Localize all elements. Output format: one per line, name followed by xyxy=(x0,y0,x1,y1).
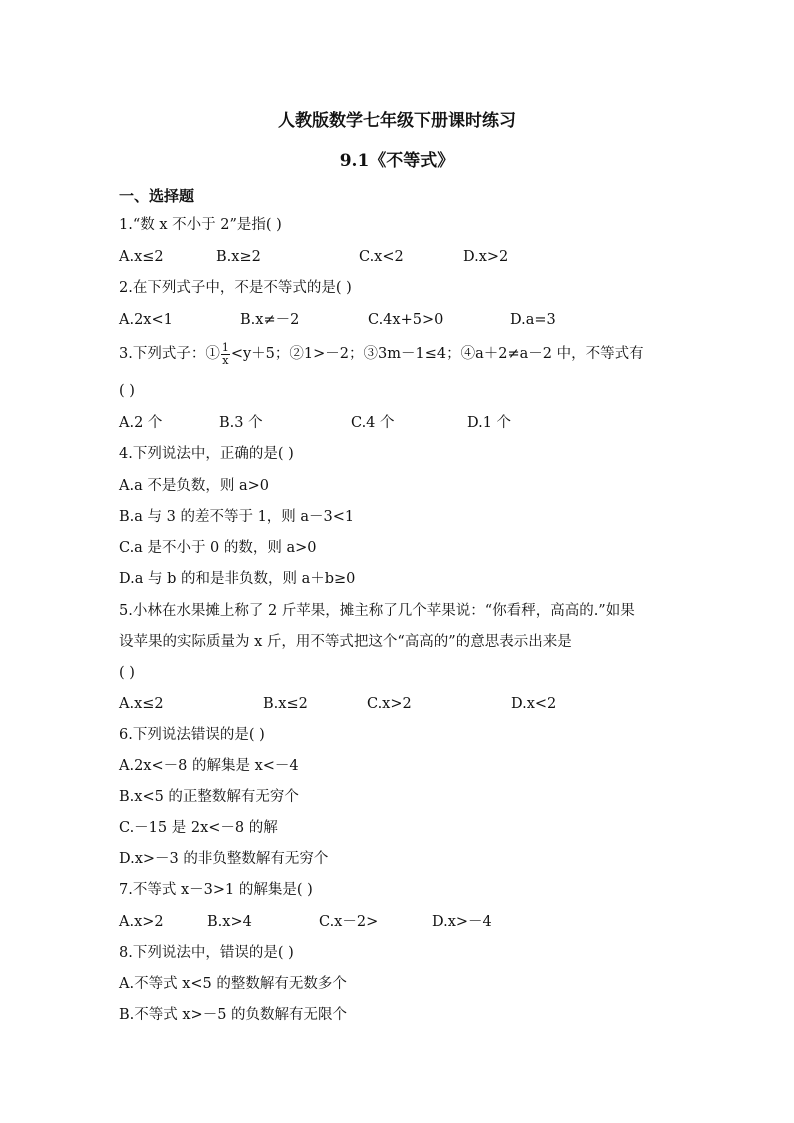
q3-option-a: A.2 个 xyxy=(119,415,163,431)
q7-stem: 7.不等式 x－3>1 的解集是( ) xyxy=(119,882,313,898)
q3-option-c: C.4 个 xyxy=(351,415,395,431)
q5-blank: ( ) xyxy=(119,665,135,681)
section-heading: 一、选择题 xyxy=(119,187,195,205)
q6-stem: 6.下列说法错误的是( ) xyxy=(119,727,265,743)
q5-line-1: 5.小林在水果摊上称了 2 斤苹果，摊主称了几个苹果说：“你看秤，高高的.”如果 xyxy=(119,603,635,619)
q2-option-c: C.4x+5>0 xyxy=(368,312,444,328)
q2-option-a: A.2x<1 xyxy=(119,312,173,328)
q3-rest: <y＋5；②1>－2；③3m－1≤4；④a＋2≠a－2 中，不等式有 xyxy=(230,346,644,362)
q1-option-a: A.x≤2 xyxy=(119,249,164,265)
q3-option-b: B.3 个 xyxy=(219,415,263,431)
q4-option-a: A.a 不是负数，则 a>0 xyxy=(119,478,269,494)
q1-option-b: B.x≥2 xyxy=(216,249,261,265)
q2-option-b: B.x≠－2 xyxy=(240,312,300,328)
q5-option-b: B.x≤2 xyxy=(263,696,308,712)
q5-option-d: D.x<2 xyxy=(511,696,557,712)
q8-option-b: B.不等式 x>－5 的负数解有无限个 xyxy=(119,1007,348,1023)
q8-option-a: A.不等式 x<5 的整数解有无数多个 xyxy=(119,976,347,992)
q8-stem: 8.下列说法中，错误的是( ) xyxy=(119,945,294,961)
q6-option-c: C.－15 是 2x<－8 的解 xyxy=(119,820,278,836)
q3-frac-denominator: x xyxy=(222,353,229,367)
q7-option-d: D.x>－4 xyxy=(432,914,492,930)
doc-title: 人教版数学七年级下册课时练习 xyxy=(278,111,516,131)
q3-prefix: 3.下列式子：① xyxy=(119,346,220,362)
doc-subtitle: 9.1《不等式》 xyxy=(339,151,455,171)
q5-option-a: A.x≤2 xyxy=(119,696,164,712)
q3-frac-numerator: 1 xyxy=(221,340,229,354)
q6-option-b: B.x<5 的正整数解有无穷个 xyxy=(119,789,299,805)
q6-option-a: A.2x<－8 的解集是 x<－4 xyxy=(119,758,299,774)
q2-option-d: D.a=3 xyxy=(510,312,556,328)
q6-option-d: D.x>－3 的非负整数解有无穷个 xyxy=(119,851,329,867)
q7-option-c: C.x－2> xyxy=(319,914,379,930)
q4-option-d: D.a 与 b 的和是非负数，则 a＋b≥0 xyxy=(119,571,356,587)
q3-option-d: D.1 个 xyxy=(467,415,512,431)
q1-option-d: D.x>2 xyxy=(463,249,509,265)
q2-stem: 2.在下列式子中，不是不等式的是( ) xyxy=(119,280,352,296)
q5-line-2: 设苹果的实际质量为 x 斤，用不等式把这个“高高的”的意思表示出来是 xyxy=(119,634,572,650)
q1-option-c: C.x<2 xyxy=(359,249,404,265)
q3-blank: ( ) xyxy=(119,383,135,399)
q4-option-b: B.a 与 3 的差不等于 1，则 a－3<1 xyxy=(119,509,355,525)
q7-option-b: B.x>4 xyxy=(207,914,252,930)
q3-fraction xyxy=(221,342,230,367)
q4-stem: 4.下列说法中，正确的是( ) xyxy=(119,446,294,462)
q4-option-c: C.a 是不小于 0 的数，则 a>0 xyxy=(119,540,317,556)
q1-stem: 1.“数 x 不小于 2”是指( ) xyxy=(119,217,282,233)
q7-option-a: A.x>2 xyxy=(119,914,164,930)
q5-option-c: C.x>2 xyxy=(367,696,412,712)
q3-stem xyxy=(119,341,644,367)
